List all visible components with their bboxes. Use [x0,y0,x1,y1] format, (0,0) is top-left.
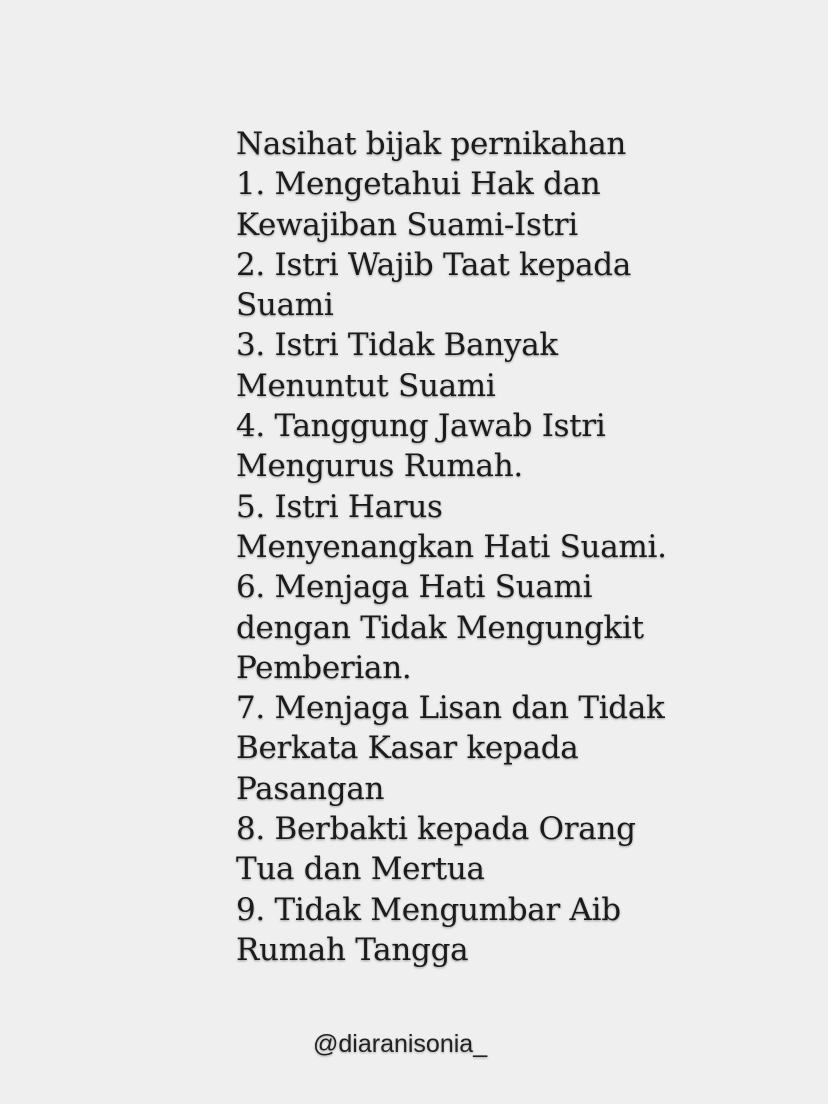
title-line: Nasihat bijak pernikahan [236,126,627,162]
advice-line: Pasangan [236,770,385,807]
advice-line: Kewajiban Suami-Istri [236,206,578,243]
advice-line: 3. Istri Tidak Banyak [236,327,558,364]
advice-line: 4. Tanggung Jawab Istri [236,408,606,445]
advice-text-block [236,124,796,970]
advice-line: 8. Berbakti kepada Orang [236,811,636,848]
advice-line: Pemberian. [236,649,412,686]
advice-line: 2. Istri Wajib Taat kepada [236,246,632,283]
advice-line: 5. Istri Harus [236,488,443,525]
advice-line: Mengurus Rumah. [236,448,523,485]
advice-line: Tua dan Mertua [236,851,485,888]
advice-line: Menyenangkan Hati Suami. [236,528,667,565]
advice-line: Menuntut Suami [236,367,496,404]
advice-line: dengan Tidak Mengungkit [236,609,644,646]
advice-line: 9. Tidak Mengumbar Aib [236,891,621,928]
advice-line: Berkata Kasar kepada [236,730,579,767]
advice-line: 7. Menjaga Lisan dan Tidak [236,690,665,727]
username-mention[interactable]: @diaranisonia_ [313,1030,488,1058]
advice-line: 1. Mengetahui Hak dan [236,166,601,203]
advice-line: Suami [236,287,334,324]
advice-line: Rumah Tangga [236,931,469,968]
advice-line: 6. Menjaga Hati Suami [236,569,593,606]
